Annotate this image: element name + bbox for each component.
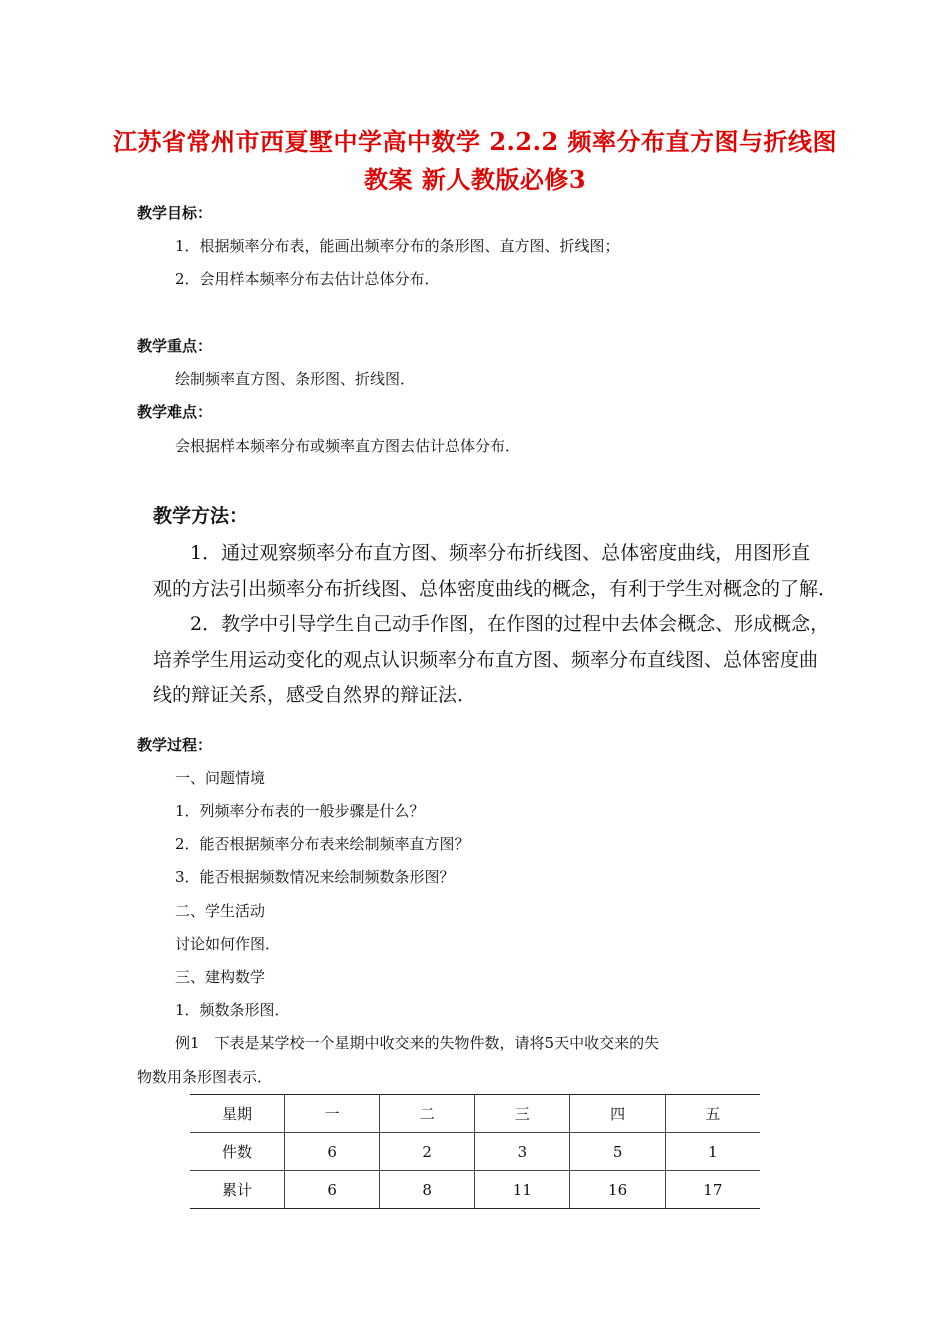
methods-line-1-text: 1．通过观察频率分布直方图、频率分布折线图、总体密度曲线，用图形直 <box>190 542 811 564</box>
process-line-7: 三、建构数学 <box>175 968 266 986</box>
process-line-6: 讨论如何作图． <box>175 935 281 953</box>
table-row <box>190 1133 760 1171</box>
table-cell: 3 <box>475 1133 570 1171</box>
process-line-3: 2．能否根据频率分布表来绘制频率直方图？ <box>175 835 470 853</box>
process-line-9: 例1 下表是某学校一个星期中收交来的失物件数，请将5天中收交来的失 <box>175 1034 660 1052</box>
key-points-heading: 教学重点： <box>137 337 213 355</box>
table-cell: 6 <box>285 1171 380 1209</box>
methods-line-1 <box>190 538 810 565</box>
methods-line-5: 线的辩证关系，感受自然界的辩证法． <box>153 684 477 706</box>
difficulties-heading: 教学难点： <box>137 403 213 421</box>
objectives-heading: 教学目标： <box>137 204 213 222</box>
table-cell: 16 <box>570 1171 665 1209</box>
table-cell: 5 <box>570 1133 665 1171</box>
table-cell: 二 <box>380 1095 475 1133</box>
table-cell: 星期 <box>190 1095 285 1133</box>
document-title-line1: 江苏省常州市西夏墅中学高中数学 2.2.2 频率分布直方图与折线图 <box>112 127 838 156</box>
table-cell: 11 <box>475 1171 570 1209</box>
key-points-text: 绘制频率直方图、条形图、折线图． <box>175 370 416 388</box>
document-title-line2: 教案 新人教版必修3 <box>363 165 587 194</box>
objective-item-1: 1．根据频率分布表，能画出频率分布的条形图、直方图、折线图； <box>175 237 620 255</box>
table-cell: 三 <box>475 1095 570 1133</box>
process-line-2: 1．列频率分布表的一般步骤是什么？ <box>175 802 425 820</box>
table-cell: 五 <box>665 1095 760 1133</box>
table-cell: 1 <box>665 1133 760 1171</box>
table-cell: 17 <box>665 1171 760 1209</box>
process-line-10: 物数用条形图表示． <box>137 1068 273 1086</box>
methods-line-4: 培养学生用运动变化的观点认识频率分布直方图、频率分布直线图、总体密度曲 <box>153 649 819 671</box>
table-cell: 四 <box>570 1095 665 1133</box>
methods-line-3: 2．教学中引导学生自己动手作图，在作图的过程中去体会概念、形成概念， <box>190 613 830 635</box>
process-line-5: 二、学生活动 <box>175 902 266 920</box>
table-row <box>190 1171 760 1209</box>
objective-item-2: 2．会用样本频率分布去估计总体分布． <box>175 270 440 288</box>
process-line-8: 1．频数条形图． <box>175 1001 290 1019</box>
process-line-1: 一、问题情境 <box>175 769 266 787</box>
table-cell: 累计 <box>190 1171 285 1209</box>
table-cell: 2 <box>380 1133 475 1171</box>
table-cell: 一 <box>285 1095 380 1133</box>
table-cell: 8 <box>380 1171 475 1209</box>
lost-items-table <box>190 1094 760 1209</box>
process-heading: 教学过程： <box>137 736 213 754</box>
table-cell: 6 <box>285 1133 380 1171</box>
table-cell: 件数 <box>190 1133 285 1171</box>
methods-line-2: 观的方法引出频率分布折线图、总体密度曲线的概念，有利于学生对概念的了解． <box>153 578 838 600</box>
difficulties-text: 会根据样本频率分布或频率直方图去估计总体分布． <box>175 437 521 455</box>
table-row <box>190 1095 760 1133</box>
methods-heading: 教学方法： <box>153 505 249 527</box>
process-line-4: 3．能否根据频数情况来绘制频数条形图？ <box>175 868 455 886</box>
